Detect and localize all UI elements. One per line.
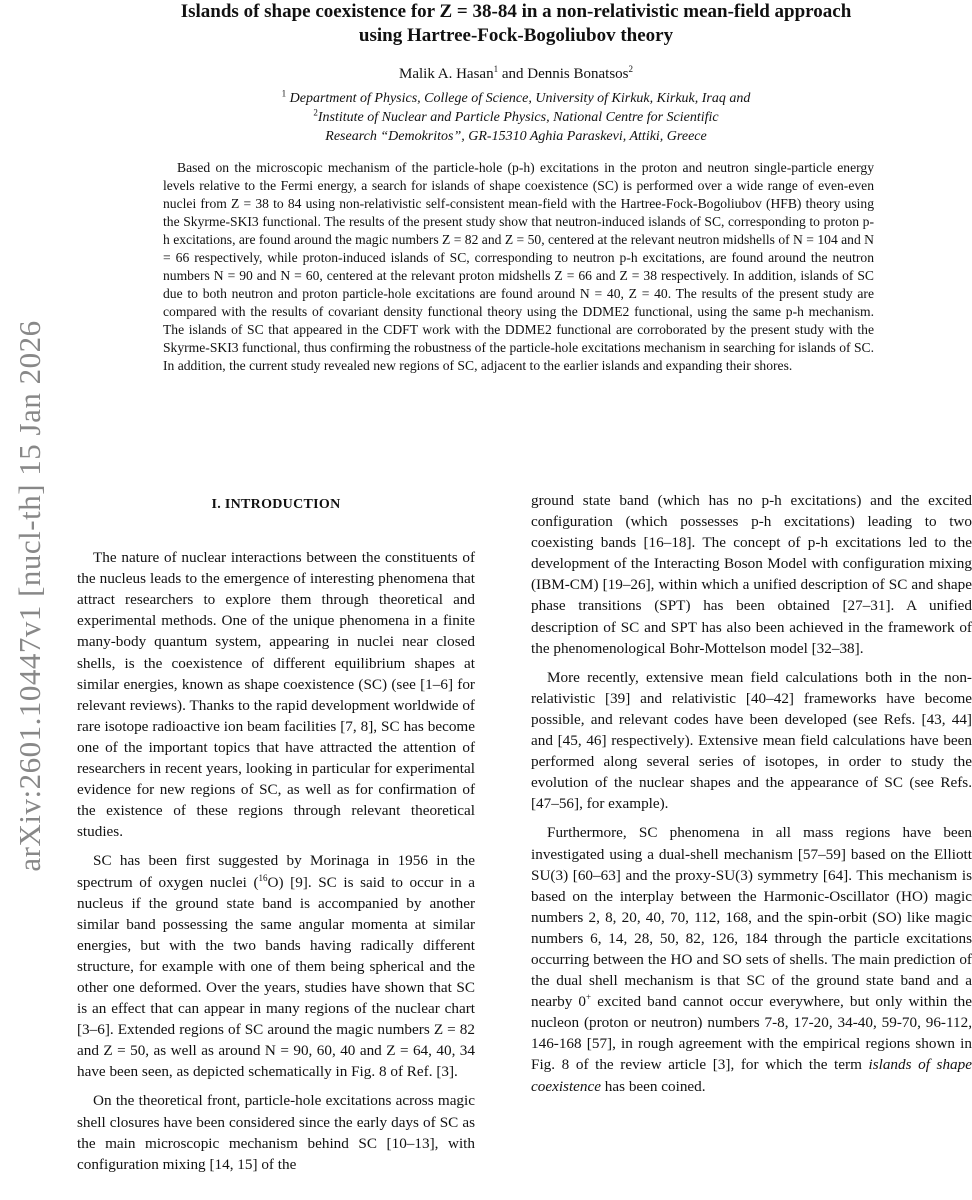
arxiv-identifier: arXiv:2601.10447v1 [nucl-th] 15 Jan 2026 (12, 320, 47, 872)
right-paragraph-3-text-b: excited band cannot occur everywhere, but only within the nucleon (proton or neutron) numbers 7-8, 17-20, 34-40, 59-70, 96-112, 146-168 [57], in rough agreement with the empirical regions shown in Fig. 8 of the review article [3], for which the term (531, 993, 972, 1074)
affiliation-2 (60, 108, 972, 127)
intro-paragraph-3: On the theoretical front, particle-hole excitations across magic shell closures have been considered since the early days of SC as the main microscopic mechanism behind SC [10–13], with configuration mixing [14, 15] of the (77, 1092, 475, 1173)
abstract: Based on the microscopic mechanism of the particle-hole (p-h) excitations in the proton and neutron single-particle energy levels relative to the Fermi energy, a search for islands of shape coexistence (SC) is performed over a wide range of even-even nuclei from Z = 38 to 84 using non-relativistic self-consistent mean-field with the Hartree-Fock-Bogoliubov (HFB) theory using the Skyrme-SKI3 functional. The results of the present study show that neutron-induced islands of SC, corresponding to proton p-h excitations, are found around the magic numbers Z = 82 and Z = 50, centered at the relevant neutron midshells of N = 104 and N = 66 respectively, while proton-induced islands of SC, corresponding to neutron p-h excitations, are found around the neutron numbers N = 90 and N = 60, centered at the relevant proton midshells Z = 66 and Z = 38 respectively. In addition, islands of SC due to both neutron and proton particle-hole excitations are found around N = 40, Z = 40. The results of the present study are compared with the results of covariant density functional theory using the DDME2 functional, using the same p-h mechanism. The islands of SC that appeared in the CDFT work with the DDME2 functional are corroborated by the present study with the Skyrme-SKI3 functional, thus confirming the robustness of the particle-hole excitations mechanism in searching for islands of SC. In addition, the current study revealed new regions of SC, adjacent to the earlier islands and expanding their shores. (163, 160, 874, 373)
author-separator: and (498, 66, 528, 82)
paper-title (60, 0, 972, 48)
author-2: Dennis Bonatsos (527, 66, 629, 82)
islands-term: islands of shape coexistence (531, 1056, 972, 1095)
right-paragraph-1: ground state band (which has no p-h excitations) and the excited configuration (which possesses p-h excitations) leading to two coexisting bands [16–18]. The concept of p-h excitations led to the development of the Interacting Boson Model with configuration mixing (IBM-CM) [19–26], within which a unified description of SC and shape phase transitions (SPT) has been obtained [27–31]. A unified description of SC and SPT has also been achieved in the framework of the phenomenological Bohr-Mottelson model [32–38]. (531, 492, 972, 657)
arxiv-sidebar (0, 0, 60, 1200)
affiliation-2-mark: 2 (313, 107, 318, 118)
right-paragraph-3-text-a: Furthermore, SC phenomena in all mass regions have been investigated using a dual-shell mechanism [57–59] based on the Elliott SU(3) [60–63] and the proxy-SU(3) symmetry [64]. This mechanism is based on the interplay between the Harmonic-Oscillator (HO) magic numbers 2, 8, 20, 40, 70, 112, 168, and the spin-orbit (SO) like magic numbers 6, 14, 28, 50, 82, 126, 184 through the particle excitations occurring between the HO and SO sets of shells. The main prediction of the dual shell mechanism is that SC of the ground state band and a nearby 0 (531, 824, 972, 1011)
intro-paragraph-2-text-a: SC has been first suggested by Morinaga in 1956 in the spectrum of oxygen nuclei ( (77, 852, 475, 891)
intro-paragraph-1: The nature of nuclear interactions between the constituents of the nucleus leads to the emergence of interesting phenomena that attract researchers to explore them through theoretical and experimental methods. One of the unique phenomena in a finite many-body quantum system, appearing in nuclei near closed shells, is the coexistence of different equilibrium shapes at similar energies, known as shape coexistence (SC) (see [1–6] for relevant reviews). Thanks to the rapid development worldwide of rare isotope radioactive ion beam facilities [7, 8], SC has become one of the important topics that have attracted the attention of researchers in recent years, looking in particular for experimental evidence for new regions of SC, as well as for confirmation of the existence of these regions through relevant theoretical studies. (77, 549, 475, 841)
isotope-mass-number: 16 (258, 872, 268, 883)
author-1-affil-mark: 1 (493, 64, 499, 74)
author-1: Malik A. Hasan (399, 66, 494, 82)
right-paragraph-3 (531, 822, 972, 1096)
affiliation-1 (60, 89, 972, 108)
parity-superscript: + (586, 992, 592, 1003)
title-line-1: Islands of shape coexistence for Z = 38-84 in a non-relativistic mean-field approach (180, 1, 852, 22)
author-list (60, 66, 972, 83)
affiliation-3: Research “Demokritos”, GR-15310 Aghia Paraskevi, Attiki, Greece (325, 129, 707, 144)
left-column (77, 486, 475, 1183)
right-paragraph-2: More recently, extensive mean field calculations both in the non-relativistic [39] and relativistic [40–42] frameworks have become possible, and relevant codes have been developed (see Refs. [43, 44] and [45, 46] respectively). Extensive mean field calculations have been performed along several series of isotopes, in order to study the evolution of the nuclear shapes and the appearance of SC (see Refs. [47–56], for example). (531, 668, 972, 813)
section-heading-introduction: I. INTRODUCTION (211, 497, 341, 512)
affiliation-1-text: Department of Physics, College of Science, University of Kirkuk, Kirkuk, Iraq and (286, 91, 751, 106)
intro-paragraph-2-text-b: O) [9]. SC is said to occur in a nucleus if the ground state band is accompanied by another similar band possessing the same angular momenta at similar energies, but with the two bands having radically different structure, for example with one of them being spherical and the other one deformed. Over the years, studies have shown that SC is an effect that can appear in many regions of the nuclear chart [3–6]. Extended regions of SC around the magic numbers Z = 82 and Z = 50, as well as around N = 90, 60, 40 and Z = 64, 40, 34 have been seen, as depicted schematically in Fig. 8 of Ref. [3]. (77, 873, 475, 1081)
right-column (531, 490, 972, 1105)
affiliation-1-mark: 1 (281, 88, 287, 99)
affiliation-2-text: Institute of Nuclear and Particle Physics, National Centre for Scientific (317, 110, 719, 125)
title-line-2: using Hartree-Fock-Bogoliubov theory (358, 25, 674, 46)
author-2-affil-mark: 2 (628, 64, 633, 74)
intro-paragraph-2 (77, 850, 475, 1082)
right-paragraph-3-text-c: has been coined. (600, 1077, 706, 1095)
